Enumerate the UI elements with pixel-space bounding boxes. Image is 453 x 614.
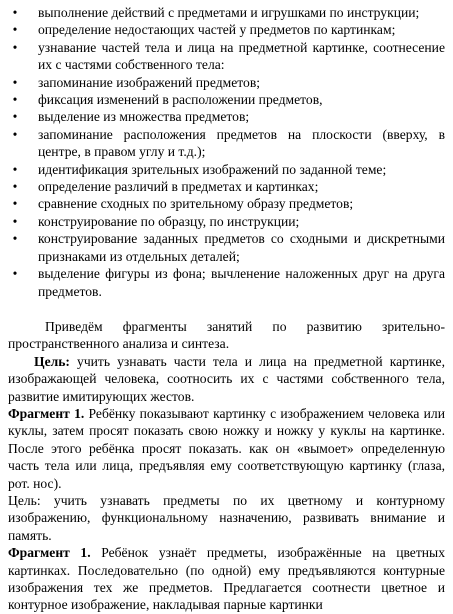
fragment-text: Ребёнок узнаёт предметы, изображённые на цветных картинках. Последовательно (по одной) ему предъявляются контурные изображения тех же предметов. Предлагается соотнести цветное и контурное изображение, накладывая парные картинки <box>8 545 445 613</box>
bullet-icon: • <box>12 74 18 90</box>
fragment-label: Фрагмент 1. <box>8 545 91 561</box>
goal-label: Цель: <box>34 353 70 369</box>
list-item <box>8 230 445 265</box>
goal-paragraph-1 <box>8 353 445 405</box>
list-item <box>8 161 445 178</box>
bullet-icon: • <box>12 231 18 247</box>
list-item <box>8 91 445 108</box>
list-item-text: фиксация изменений в расположении предметов, <box>38 92 323 108</box>
bullet-icon: • <box>12 92 18 108</box>
bullet-icon: • <box>12 22 18 38</box>
list-item <box>8 108 445 125</box>
fragment-label: Фрагмент 1. <box>8 405 85 421</box>
fragment-paragraph-1 <box>8 405 445 492</box>
bullet-icon: • <box>12 126 18 142</box>
list-item-text: определение недостающих частей у предметов по картинкам; <box>38 22 396 38</box>
list-item <box>8 178 445 195</box>
list-item-text: конструирование заданных предметов со сходными и дискретными признаками из отдельных деталей; <box>38 231 445 264</box>
list-item-text: выделение фигуры из фона; вычленение наложенных друг на друга предметов. <box>38 266 445 299</box>
list-item-text: сравнение сходных по зрительному образу предметов; <box>38 196 354 212</box>
intro-paragraph: Приведём фрагменты занятий по развитию зрительно-пространственного анализа и синтеза. <box>8 318 445 352</box>
fragment-text: Ребёнку показывают картинку с изображением человека или куклы, затем просят показать свою ножку и ножку у куклы на картинке. После этого ребёнка просят показать. как он «вымоет» определенную часть тела или лица, предъявляя ему соответствующую картинку (глаза, рот. нос). <box>8 405 445 491</box>
fragment-paragraph-2 <box>8 544 445 614</box>
list-item <box>8 74 445 91</box>
list-item-text: запоминание расположения предметов на плоскости (вверху, в центре, в правом углу и т.д.); <box>38 126 445 160</box>
bullet-icon: • <box>12 213 18 229</box>
bullet-icon: • <box>12 39 18 55</box>
list-item <box>8 4 445 21</box>
bullet-icon: • <box>12 109 18 125</box>
list-item-text: конструирование по образцу, по инструкции; <box>38 213 300 229</box>
list-item <box>8 21 445 38</box>
list-item-text: узнавание частей тела и лица на предметной картинке, соотнесение их с частями собственного тела: <box>38 39 445 73</box>
list-item <box>8 126 445 161</box>
list-item-text: идентификация зрительных изображений по заданной теме; <box>38 161 387 177</box>
goal-text: учить узнавать части тела и лица на предметной картинке, изображающей человека, соотносить их с частями собственного тела, развитие имитирующих жестов. <box>8 353 445 404</box>
list-item <box>8 265 445 300</box>
list-item-text: выполнение действий с предметами и игрушками по инструкции; <box>38 5 420 20</box>
list-item-text: выделение из множества предметов; <box>38 109 250 125</box>
section-gap <box>8 300 445 318</box>
list-item <box>8 195 445 212</box>
list-item <box>8 213 445 230</box>
bullet-icon: • <box>12 5 18 20</box>
bullet-icon: • <box>12 161 18 177</box>
goal-paragraph-2: Цель: учить узнавать предметы по их цветному и контурному изображению, функциональному назначению, развивать внимание и память. <box>8 492 445 543</box>
bullet-icon: • <box>12 179 18 195</box>
skills-list <box>8 4 445 300</box>
list-item <box>8 39 445 74</box>
list-item-text: запоминание изображений предметов; <box>38 74 261 90</box>
bullet-icon: • <box>12 266 18 282</box>
bullet-icon: • <box>12 196 18 212</box>
list-item-text: определение различий в предметах и картинках; <box>38 179 319 195</box>
